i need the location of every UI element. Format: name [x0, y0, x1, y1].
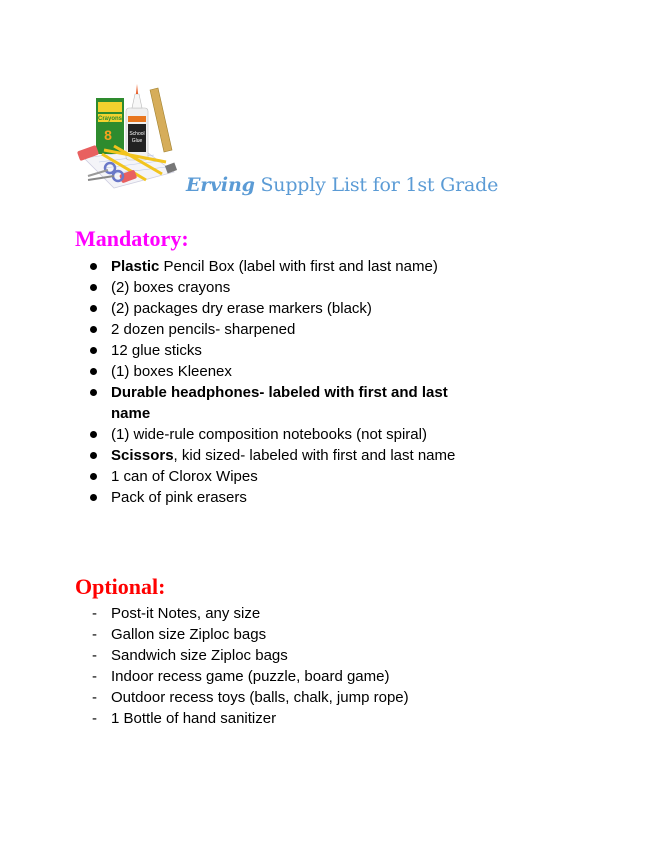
mandatory-heading: Mandatory: [75, 226, 189, 251]
dash-icon: - [92, 605, 97, 622]
bullet-icon [90, 263, 97, 270]
bullet-icon [90, 494, 97, 501]
list-item: - 1 Bottle of hand sanitizer [92, 710, 277, 727]
svg-text:School: School [129, 131, 145, 137]
list-item: Pack of pink erasers [90, 487, 470, 508]
dash-icon: - [92, 668, 97, 685]
title-rest: Supply List for 1st Grade [254, 174, 499, 196]
dash-icon: - [92, 647, 97, 664]
bullet-icon [90, 305, 97, 312]
list-item: - Indoor recess game (puzzle, board game) [92, 668, 390, 685]
list-item: Plastic Pencil Box (label with first and last name) [90, 256, 470, 277]
dash-icon: - [92, 710, 97, 727]
bullet-icon [90, 368, 97, 375]
title-school-name: Erving [186, 174, 255, 196]
optional-heading: Optional: [75, 574, 166, 599]
bullet-icon [90, 431, 97, 438]
bullet-icon [90, 389, 97, 396]
bullet-icon [90, 326, 97, 333]
mandatory-list [90, 256, 470, 508]
list-item: Scissors, kid sized- labeled with first and last name [90, 445, 470, 466]
list-item: Durable headphones- labeled with first and last name [90, 382, 456, 424]
list-item: - Outdoor recess toys (balls, chalk, jump rope) [92, 689, 409, 706]
dash-icon: - [92, 626, 97, 643]
list-item: - Sandwich size Ziploc bags [92, 647, 288, 664]
list-item: 12 glue sticks [90, 340, 470, 361]
list-item: - Gallon size Ziploc bags [92, 626, 267, 643]
bullet-icon [90, 473, 97, 480]
school-supplies-clipart [74, 80, 186, 190]
svg-text:8: 8 [104, 127, 112, 143]
svg-text:Glue: Glue [131, 138, 143, 144]
optional-list [90, 603, 470, 729]
list-item: (2) boxes crayons [90, 277, 470, 298]
bullet-icon [90, 347, 97, 354]
document-title [186, 174, 498, 196]
list-item: (2) packages dry erase markers (black) [90, 298, 470, 319]
bullet-icon [90, 284, 97, 291]
bullet-icon [90, 452, 97, 459]
list-item: (1) boxes Kleenex [90, 361, 470, 382]
svg-text:Crayons: Crayons [97, 116, 123, 122]
dash-icon: - [92, 689, 97, 706]
list-item: - Post-it Notes, any size [92, 605, 261, 622]
list-item: 2 dozen pencils- sharpened [90, 319, 470, 340]
list-item: 1 can of Clorox Wipes [90, 466, 470, 487]
list-item: (1) wide-rule composition notebooks (not spiral) [90, 424, 470, 445]
